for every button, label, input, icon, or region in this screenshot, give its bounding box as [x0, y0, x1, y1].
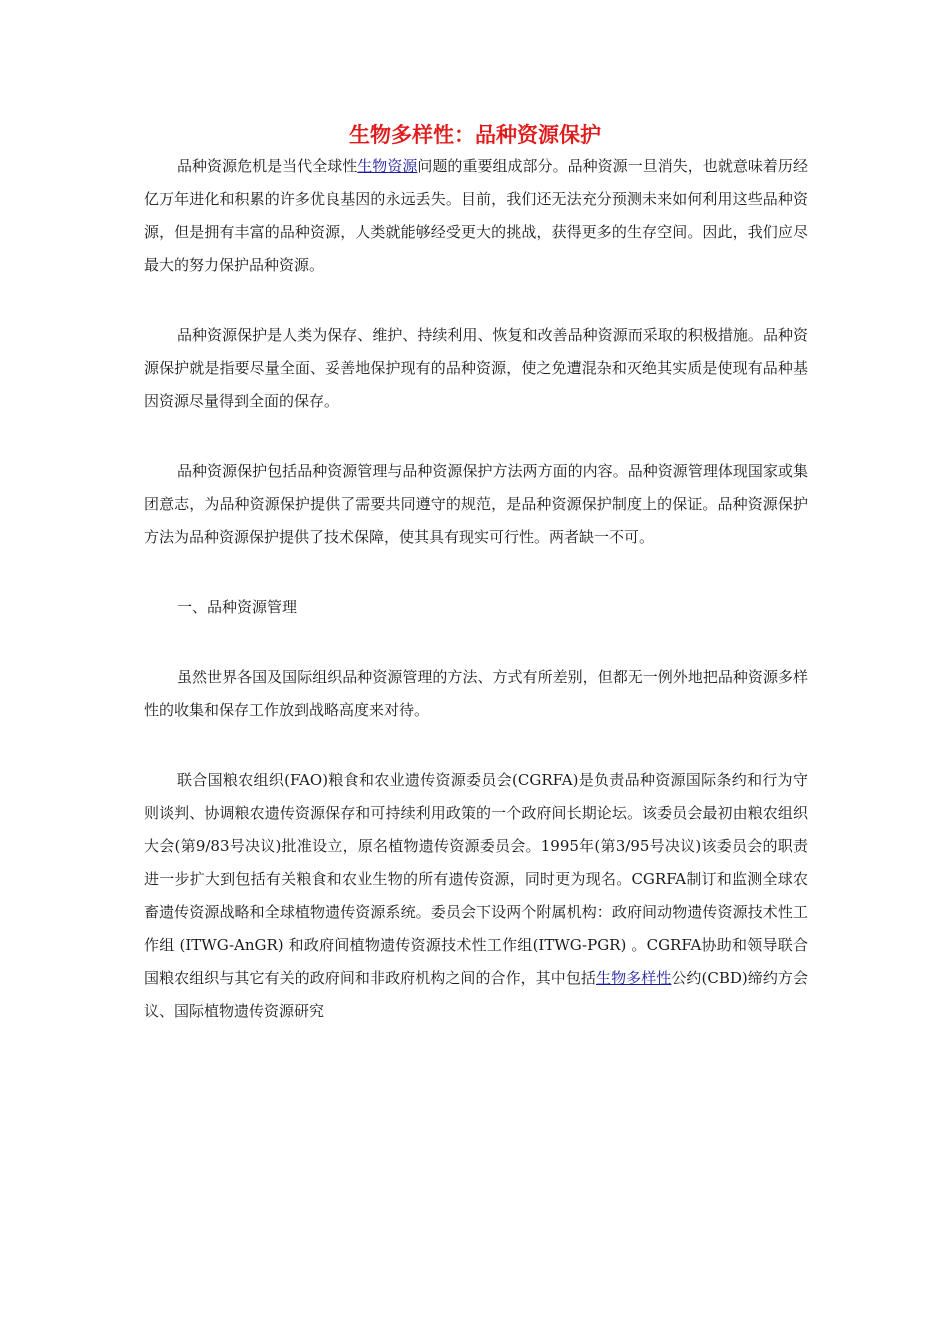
paragraph-2: 品种资源保护是人类为保存、维护、持续利用、恢复和改善品种资源而采取的积极措施。品种资源保护就是指要尽量全面、妥善地保护现有的品种资源，使之免遭混杂和灭绝其实质是使现有品种基因资源尽量得到全面的保存。 — [144, 326, 808, 410]
paragraph-1: 品种资源危机是当代全球性生物资源问题的重要组成部分。品种资源一旦消失，也就意味着历经亿万年进化和积累的许多优良基因的永远丢失。目前，我们还无法充分预测未来如何利用这些品种资源，但是拥有丰富的品种资源，人类就能够经受更大的挑战，获得更多的生存空间。因此，我们应尽最大的努力保护品种资源。 — [144, 157, 808, 274]
link-biological-resources[interactable]: 生物资源 — [357, 157, 418, 175]
paragraph-5: 联合国粮农组织(FAO)粮食和农业遗传资源委员会(CGRFA)是负责品种资源国际条约和行为守则谈判、协调粮农遗传资源保存和可持续利用政策的一个政府间长期论坛。该委员会最初由粮农组织大会(第9/83号决议)批准设立，原名植物遗传资源委员会。1995年(第3/95号决议)该委员会的职责进一步扩大到包括有关粮食和农业生物的所有遗传资源，同时更为现名。CGRFA制订和监测全球农畜遗传资源战略和全球植物遗传资源系统。委员会下设两个附属机构：政府间动物遗传资源技术性工作组 (ITWG-AnGR) 和政府间植物遗传资源技术性工作组(ITWG-PGR) 。CGRFA协助和领导联合国粮农组织与其它有关的政府间和非政府机构之间的合作，其中包括生物多样性公约(CBD)缔约方会议、国际植物遗传资源研究 — [144, 771, 808, 1020]
section-heading-1: 一、品种资源管理 — [177, 598, 298, 616]
paragraph-4: 虽然世界各国及国际组织品种资源管理的方法、方式有所差别，但都无一例外地把品种资源多样性的收集和保存工作放到战略高度来对待。 — [144, 668, 808, 719]
page-title: 生物多样性：品种资源保护 — [349, 123, 601, 147]
paragraph-3: 品种资源保护包括品种资源管理与品种资源保护方法两方面的内容。品种资源管理体现国家或集团意志，为品种资源保护提供了需要共同遵守的规范，是品种资源保护制度上的保证。品种资源保护方法为品种资源保护提供了技术保障，使其具有现实可行性。两者缺一不可。 — [144, 462, 808, 546]
link-biodiversity[interactable]: 生物多样性 — [596, 969, 672, 987]
document-body — [144, 150, 808, 1065]
